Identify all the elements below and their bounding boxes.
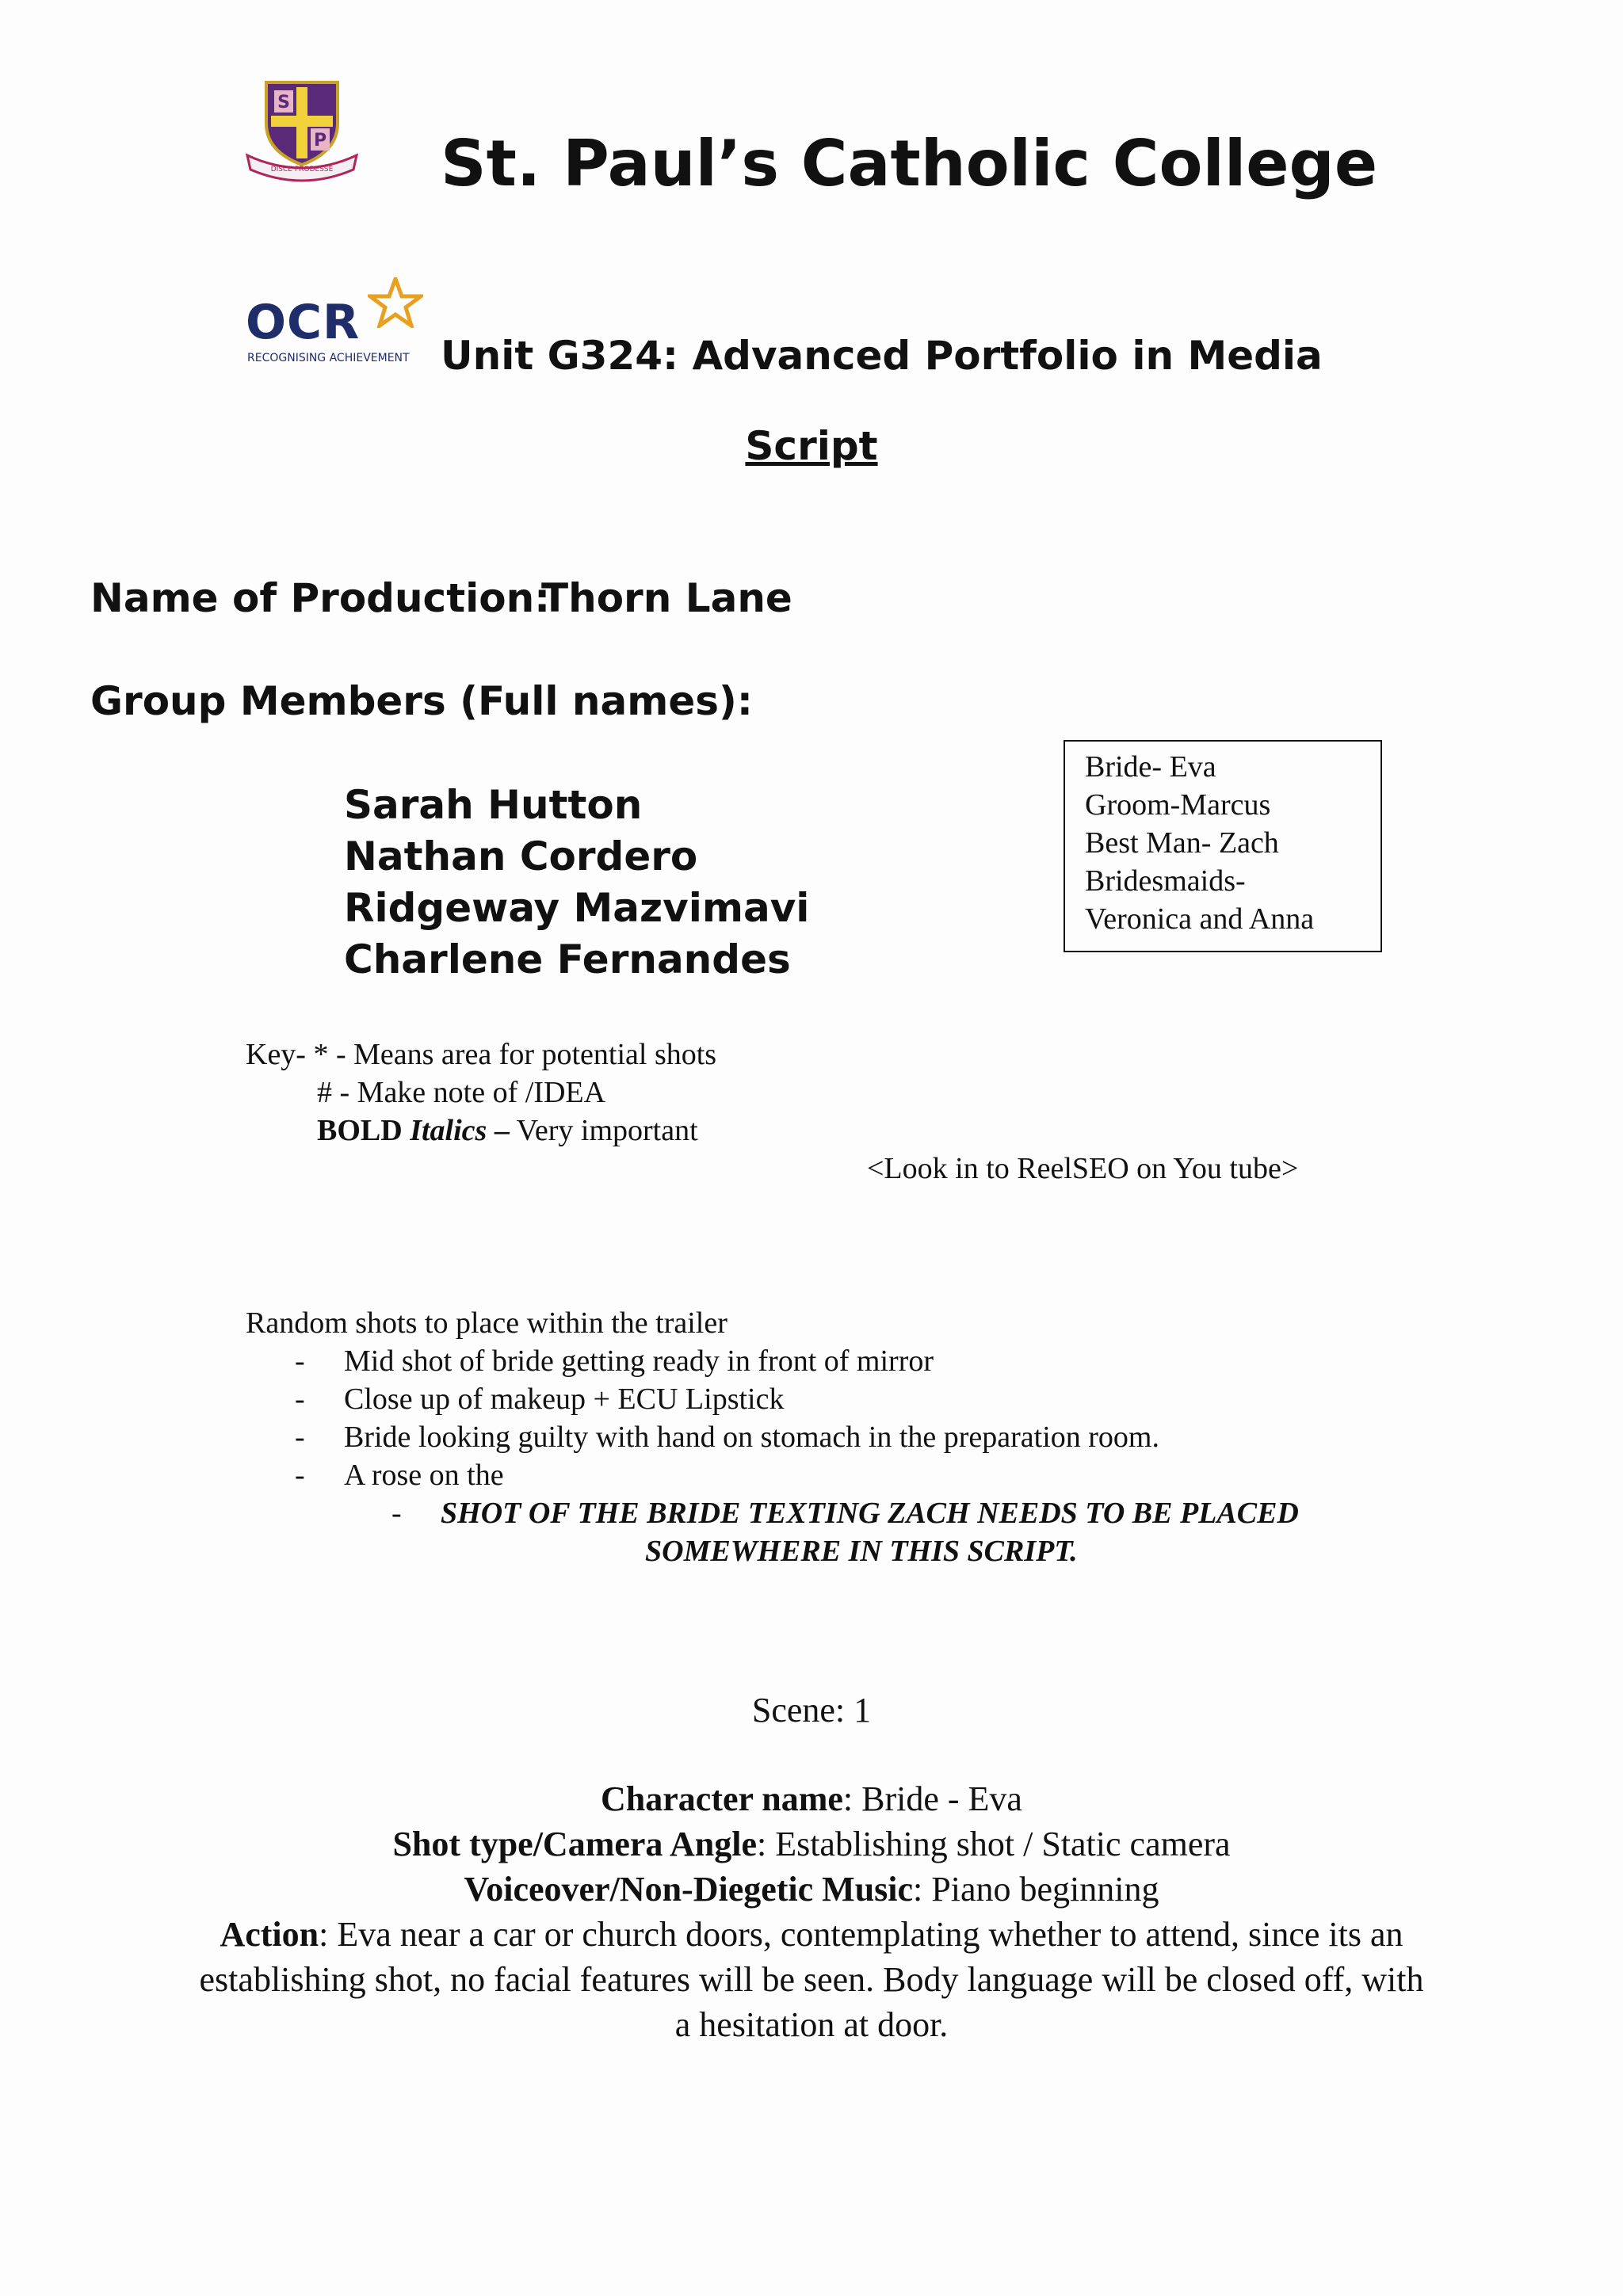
cast-line: Veronica and Anna	[1085, 902, 1315, 936]
member-name: Sarah Hutton	[344, 782, 643, 828]
key-rest: Very important	[509, 1114, 698, 1147]
svg-text:P: P	[313, 131, 327, 151]
production-label: Name of Production:	[90, 575, 551, 621]
svg-text:S: S	[277, 93, 290, 113]
document-title: Script	[745, 423, 878, 469]
group-members-label: Group Members (Full names):	[90, 678, 753, 724]
member-name: Ridgeway Mazvimavi	[344, 885, 810, 931]
key-note: <Look in to ReelSEO on You tube>	[867, 1152, 1299, 1185]
list-item: - A rose on the	[295, 1459, 504, 1492]
cast-box	[1064, 740, 1382, 952]
random-shots-heading: Random shots to place within the trailer	[246, 1306, 727, 1340]
voiceover-line: Voiceover/Non-Diegetic Music: Piano beginning	[464, 1870, 1159, 1909]
list-item: - Mid shot of bride getting ready in front of mirror	[295, 1344, 934, 1378]
svg-text:DISCE PRODESSE: DISCE PRODESSE	[270, 166, 334, 174]
list-item: - Bride looking guilty with hand on stomach in the preparation room.	[295, 1421, 1159, 1454]
key-line-3	[317, 1112, 698, 1150]
key-line-2: # - Make note of /IDEA	[317, 1076, 606, 1109]
star-icon	[368, 277, 423, 328]
scene-heading: Scene: 1	[751, 1691, 872, 1730]
key-line-1: Key- * - Means area for potential shots	[246, 1038, 717, 1071]
important-note-line-1: SHOT OF THE BRIDE TEXTING ZACH NEEDS TO BE PLACED	[441, 1497, 1299, 1530]
cast-line: Bridesmaids-	[1085, 864, 1246, 898]
ocr-logo-text: OCR	[246, 295, 361, 350]
production-name: Thorn Lane	[541, 575, 792, 621]
college-crest-logo	[242, 76, 361, 184]
important-note-line-2: SOMEWHERE IN THIS SCRIPT.	[645, 1535, 1078, 1568]
action-line: Action: Eva near a car or church doors, contemplating whether to attend, since its an	[220, 1915, 1403, 1954]
cast-line: Best Man- Zach	[1085, 826, 1279, 860]
key-dash: –	[487, 1114, 510, 1147]
college-name: St. Paul’s Catholic College	[441, 127, 1378, 200]
character-line: Character name: Bride - Eva	[601, 1779, 1022, 1818]
action-line-3: a hesitation at door.	[674, 2005, 949, 2044]
cast-line: Bride- Eva	[1085, 750, 1216, 784]
member-name: Nathan Cordero	[344, 833, 698, 879]
important-note: - SHOT OF THE BRIDE TEXTING ZACH NEEDS TO BE PLACED	[391, 1497, 1299, 1530]
key-italic-word: Italics	[410, 1114, 487, 1147]
list-item: - Close up of makeup + ECU Lipstick	[295, 1383, 785, 1416]
key-bold-word: BOLD	[317, 1114, 411, 1147]
unit-title: Unit G324: Advanced Portfolio in Media	[441, 333, 1323, 379]
random-shots-list	[295, 1342, 1159, 1494]
shot-type-line: Shot type/Camera Angle: Establishing shot / Static camera	[392, 1825, 1231, 1863]
ocr-logo	[242, 277, 425, 368]
group-members-list	[344, 780, 809, 986]
cast-line: Groom-Marcus	[1085, 788, 1271, 822]
scene-details	[48, 1776, 1575, 2047]
action-line-2: establishing shot, no facial features will be seen. Body language will be closed off, with	[199, 1960, 1424, 1999]
member-name: Charlene Fernandes	[344, 936, 791, 982]
ocr-tagline: RECOGNISING ACHIEVEMENT	[247, 352, 410, 364]
